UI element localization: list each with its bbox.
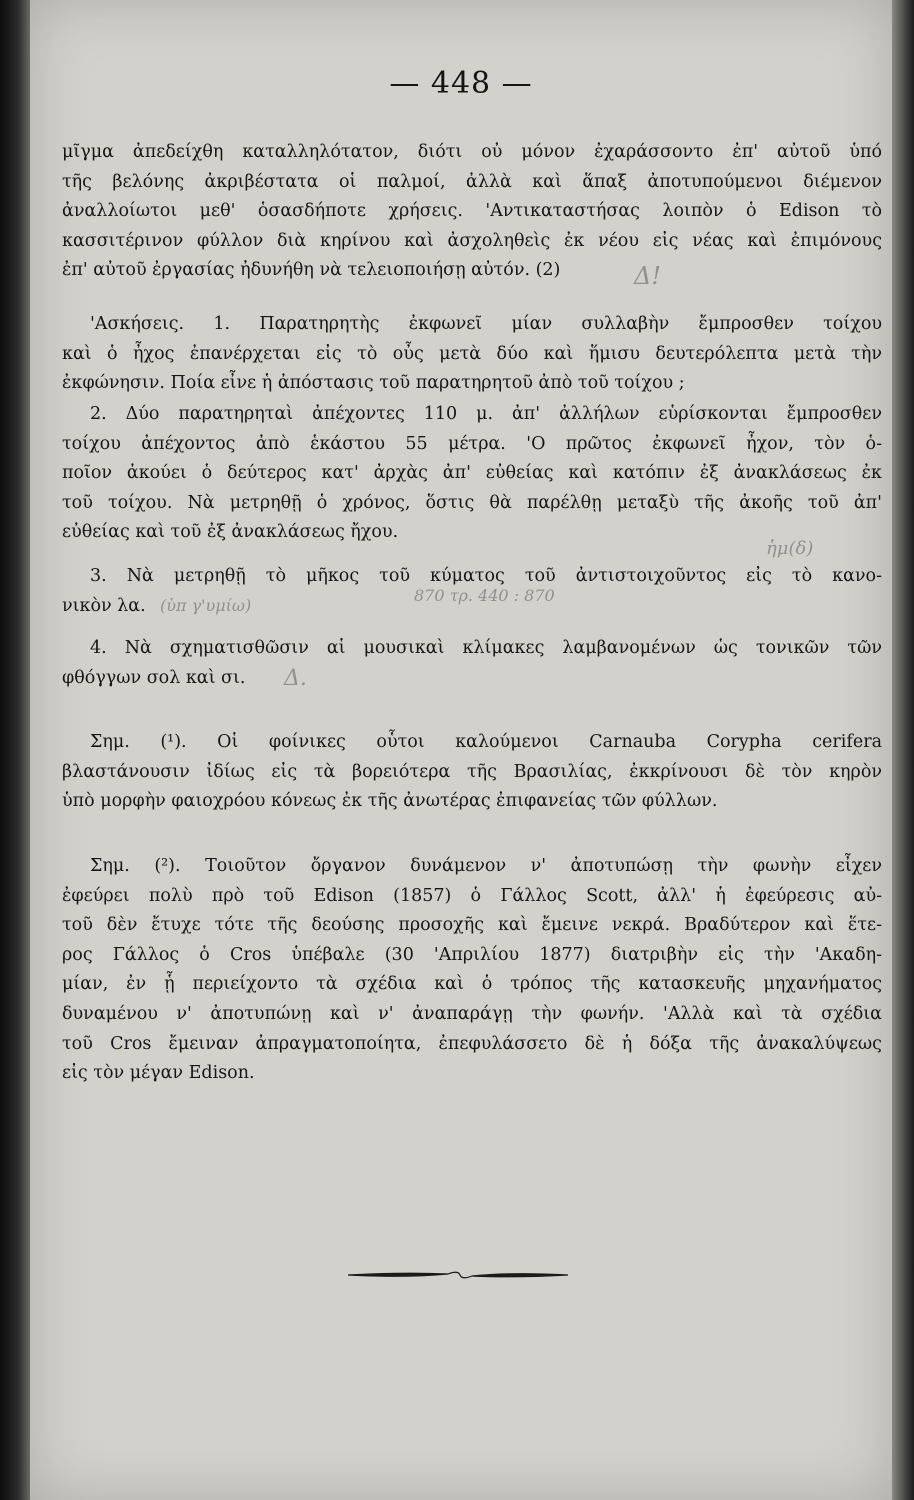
text-line: Σημ. (²). Τοιοῦτον ὄργανον δυνάμενον ν' ἀποτυπώσῃ τὴν φωνὴν εἶχεν [90, 856, 882, 876]
text-line: φθόγγων σολ καὶ σι. [62, 667, 246, 688]
text-line: μῖγμα ἀπεδείχθη καταλληλότατον, διότι οὐ μόνον ἐχαράσσοντο ἐπ' αὐτοῦ ὑπό [62, 142, 882, 162]
page-edge-shadow [892, 0, 914, 1500]
text-line: τοῦ Cros ἔμειναν ἀπραγματοποίητα, ἐπεφυλάσσετο δὲ ἡ δόξα τῆς ἀνακαλύψεως [62, 1033, 882, 1054]
text-line: τοίχου ἀπέχοντος ἀπὸ ἑκάστου 55 μέτρα. 'Ο πρῶτος ἐκφωνεῖ ἦχον, τὸν ὁ- [62, 433, 882, 454]
handwritten-margin-note: ἡμ(δ) [766, 538, 814, 559]
text-line: ρος Γάλλος ὁ Cros ὑπέβαλε (30 'Απριλίου 1877) διατριβὴν εἰς τὴν 'Ακαδη- [62, 944, 882, 965]
text-line: εὐθείας καὶ τοῦ ἐξ ἀνακλάσεως ἤχου. [62, 522, 399, 543]
handwritten-mark: Δ! [634, 262, 661, 290]
text-line: μίαν, ἐν ᾗ περιείχοντο τὰ σχέδια καὶ ὁ τρόπος τῆς κατασκευῆς μηχανήματος [62, 974, 882, 995]
text-line: ἀναλλοίωτοι μεθ' ὁσασδήποτε χρήσεις. 'Αντικαταστήσας λοιπὸν ὁ Edison τὸ [62, 201, 882, 222]
handwritten-note: (ὑπ γ'υμίω) [160, 596, 252, 615]
exercise-1 [62, 310, 882, 399]
text-line: 4. Νὰ σχηματισθῶσιν αἱ μουσικαὶ κλίμακες λαμβανομένων ὡς τονικῶν τῶν [90, 638, 882, 658]
exercise-4 [62, 634, 882, 693]
text-line: ἐπ' αὐτοῦ ἐργασίας ἠδυνήθη νὰ τελειοποιήσῃ αὐτόν. (2) [62, 260, 561, 281]
handwritten-note: 870 τρ. 440 : 870 [414, 586, 555, 605]
page-number: — 448 — [389, 66, 533, 101]
text-line: 2. Δύο παρατηρηταὶ ἀπέχοντες 110 μ. ἀπ' ἀλλήλων εὑρίσκονται ἔμπροσθεν [90, 404, 882, 424]
text-line: εἰς τὸν μέγαν Edison. [62, 1063, 255, 1084]
text-line: 3. Νὰ μετρηθῇ τὸ μῆκος τοῦ κύματος τοῦ ἀντιστοιχοῦντος εἰς τὸ κανο- [90, 566, 882, 586]
text-line: 'Ασκήσεις. 1. Παρατηρητὴς ἐκφωνεῖ μίαν συλλαβὴν ἔμπροσθεν τοίχου [90, 314, 882, 334]
text-line: ὑπὸ μορφὴν φαιοχρόου κόνεως ἐκ τῆς ἀνωτέρας ἐπιφανείας τῶν φύλλων. [62, 791, 718, 812]
paragraph-phonograph-wax [62, 138, 882, 286]
book-page [30, 0, 892, 1500]
text-line: κασσιτέρινον φύλλον διὰ κηρίνου καὶ ἀσχοληθεὶς ἐκ νέου εἰς νέας καὶ ἐπιμόνους [62, 230, 882, 251]
text-line: Σημ. (¹). Οἱ φοίνικες οὗτοι καλούμενοι Carnauba Corypha cerifera [90, 732, 882, 752]
text-line: ἐφεύρει πολὺ πρὸ τοῦ Edison (1857) ὁ Γάλλος Scott, ἀλλ' ἡ ἐφεύρεσις αὐ- [62, 885, 882, 906]
text-line: νικὸν λα. [62, 595, 146, 616]
text-line: δυναμένου ν' ἀποτυπώνῃ καὶ ν' ἀναπαράγῃ τὴν φωνήν. 'Αλλὰ καὶ τὰ σχέδια [62, 1003, 882, 1024]
footnote-2 [62, 852, 882, 1089]
text-line: τῆς βελόνης ἀκριβέστατα οἱ παλμοί, ἀλλὰ καὶ ἅπαξ ἀποτυπούμενοι διέμενον [62, 171, 882, 192]
text-line: ἐκφώνησιν. Ποία εἶνε ἡ ἀπόστασις τοῦ παρατηρητοῦ ἀπὸ τοῦ τοίχου ; [62, 373, 685, 394]
footnote-1 [62, 728, 882, 817]
exercise-2 [62, 400, 882, 548]
text-line: τοῦ δὲν ἔτυχε τότε τῆς δεούσης προσοχῆς καὶ ἔμεινε νεκρά. Βραδύτερον καὶ ἕτε- [62, 915, 882, 936]
book-spine-shadow [0, 0, 30, 1500]
ornamental-divider [348, 1268, 568, 1282]
text-line: ποῖον ἀκούει ὁ δεύτερος κατ' ἀρχὰς ἀπ' εὐθείας καὶ κατόπιν ἐξ ἀνακλάσεως ἐκ [62, 463, 882, 484]
text-line: καὶ ὁ ἦχος ἐπανέρχεται εἰς τὸ οὖς μετὰ δύο καὶ ἥμισυ δευτερόλεπτα μετὰ τὴν [62, 343, 882, 364]
text-line: βλαστάνουσιν ἰδίως εἰς τὰ βορειότερα τῆς Βρασιλίας, ἐκκρίνουσι δὲ τὸν κηρὸν [62, 761, 882, 782]
handwritten-mark: Δ. [284, 666, 307, 691]
text-line: τοῦ τοίχου. Νὰ μετρηθῇ ὁ χρόνος, ὅστις θὰ παρέλθῃ μεταξὺ τῆς ἀκοῆς τοῦ ἀπ' [62, 492, 882, 513]
